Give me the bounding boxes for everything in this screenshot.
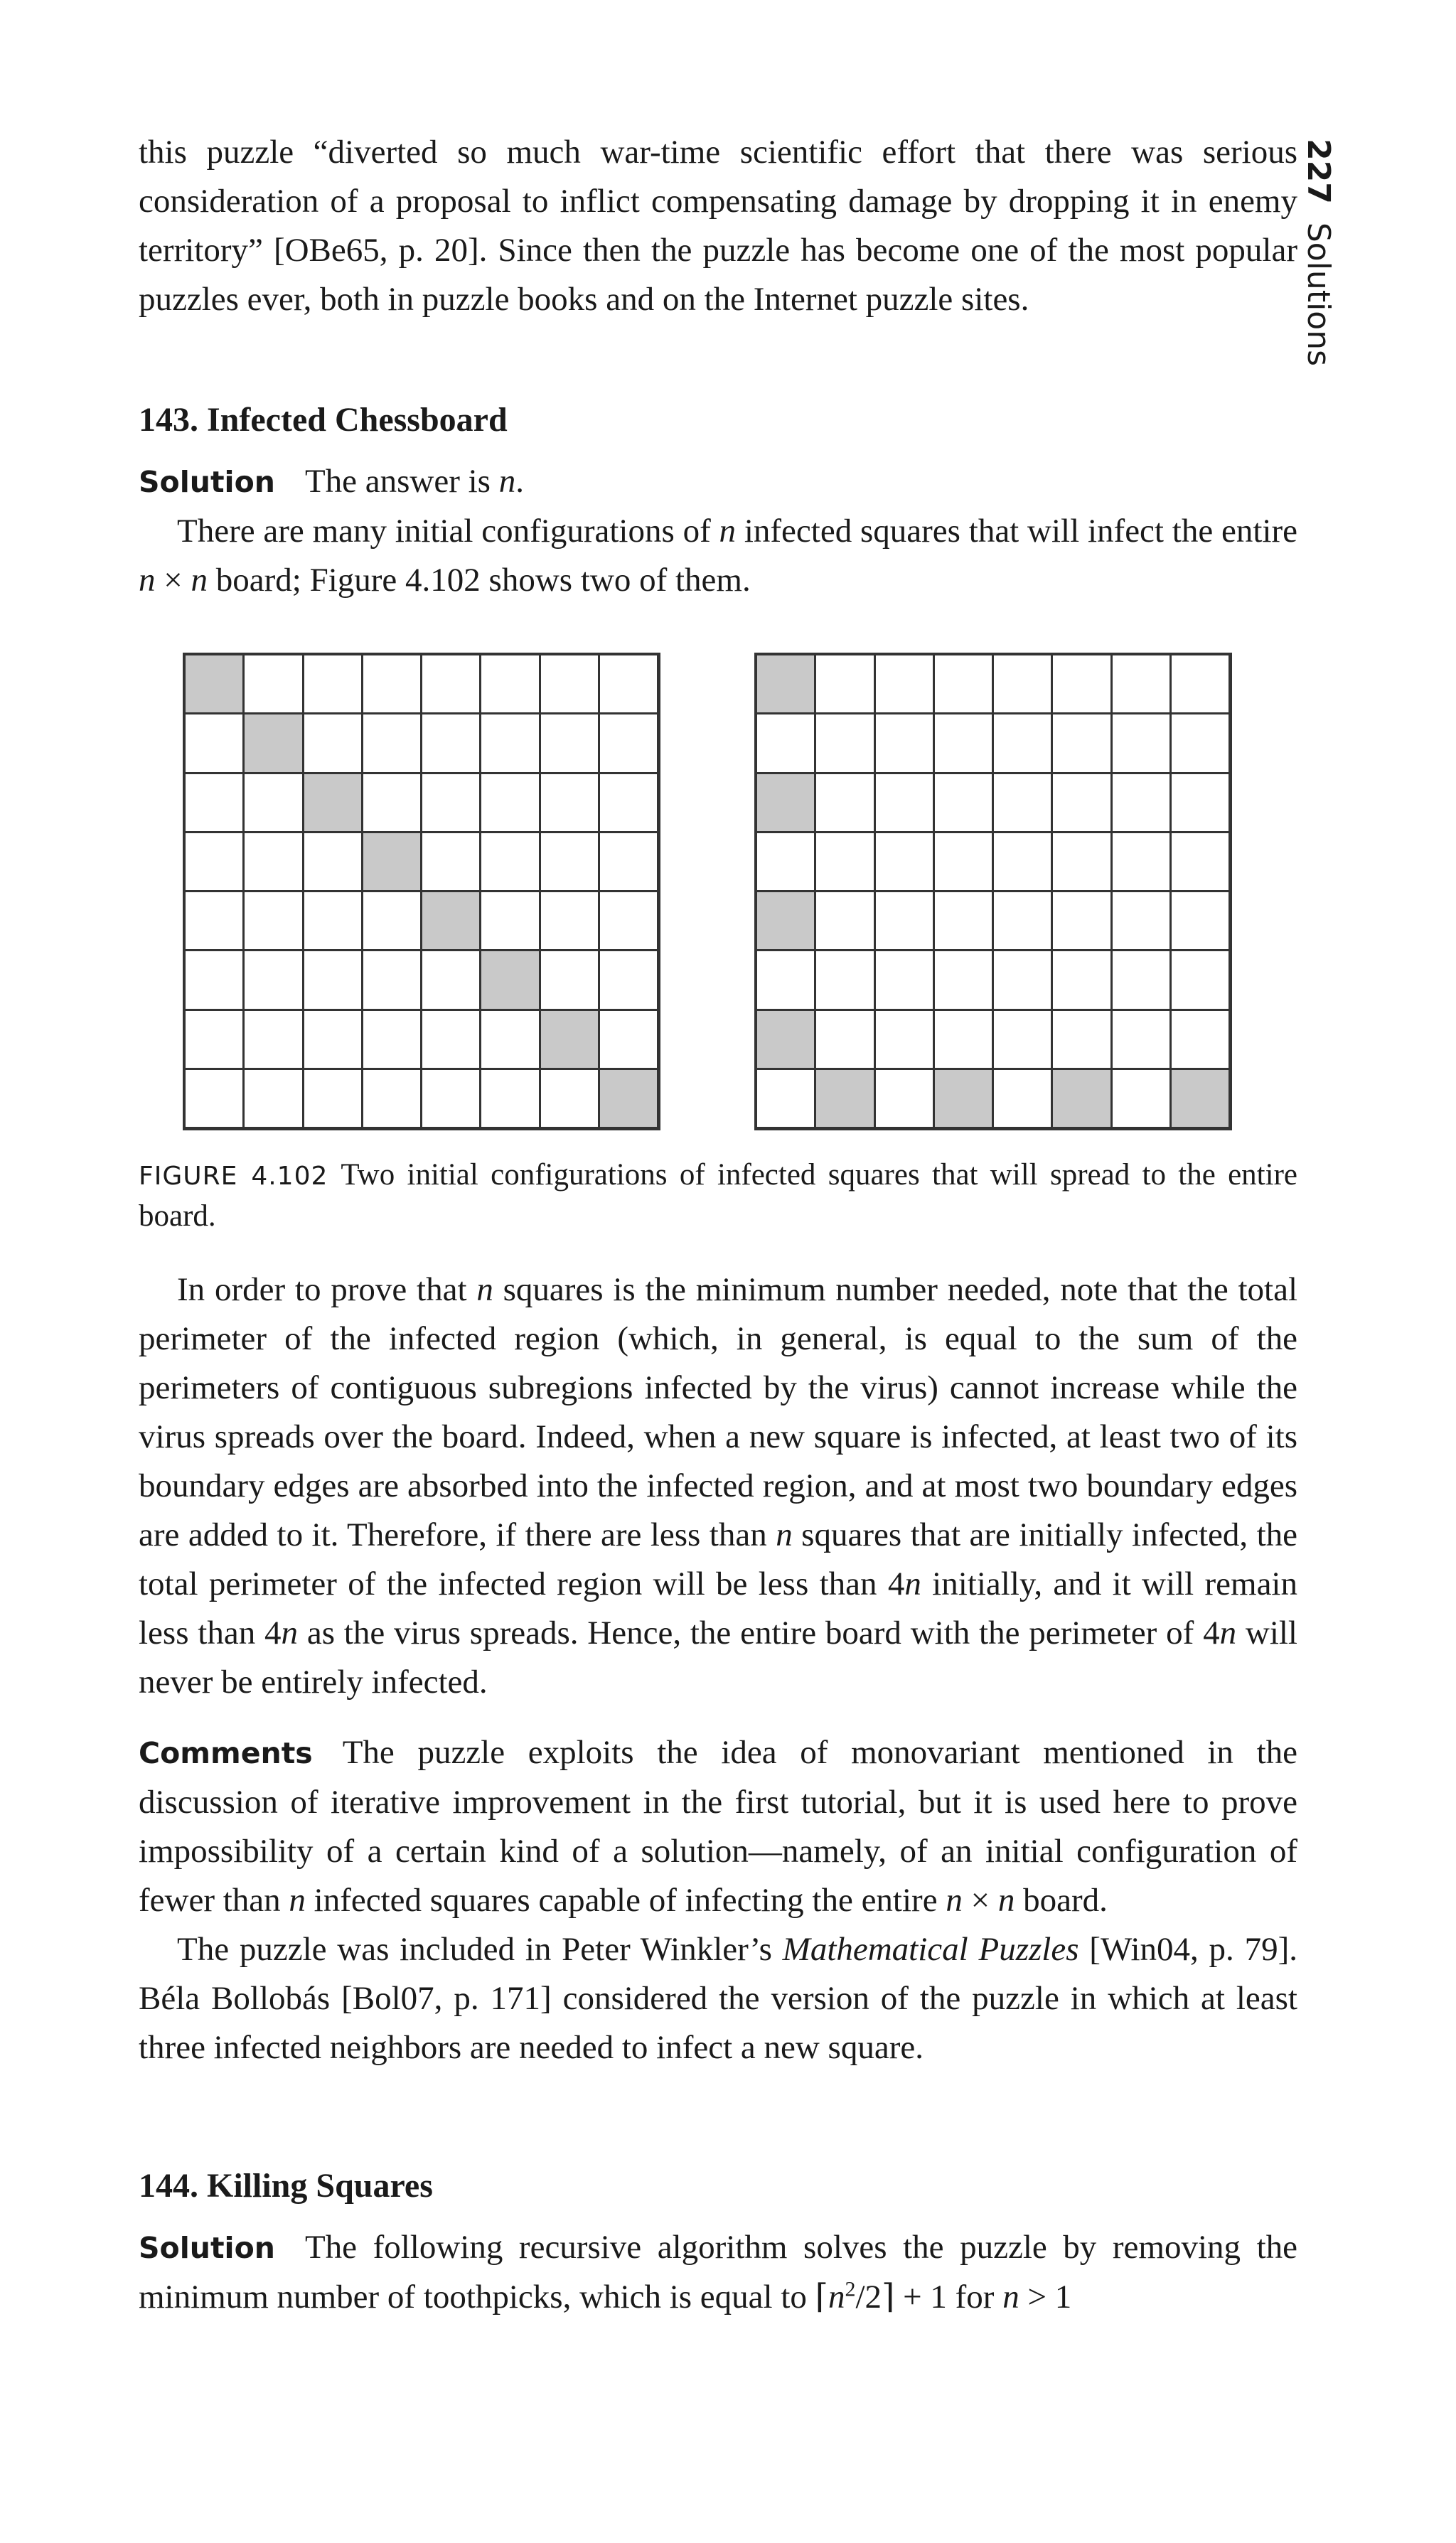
text-run: × — [155, 562, 191, 599]
board-square — [874, 1069, 934, 1128]
board-square — [540, 654, 599, 714]
board-square — [599, 773, 658, 833]
board-square — [815, 773, 874, 833]
board-square — [599, 654, 658, 714]
board-square — [815, 832, 874, 892]
board-right-edges — [754, 653, 1232, 1130]
board-square — [362, 713, 422, 773]
board-square — [362, 1069, 422, 1128]
text-run: [Win04, p. 79]. Béla Bollobás [Bol07, p. 171] considered the version of the puzzle in which at least three infected neighbors are needed to infect a new square. — [139, 1931, 1297, 2066]
board-square — [480, 832, 540, 892]
text-run: The puzzle was included in Peter Winkler’s — [177, 1931, 783, 1968]
math-var: n — [139, 562, 156, 599]
text-run: infected squares that will infect the entire — [736, 513, 1297, 550]
infected-square — [756, 654, 815, 714]
board-square — [933, 773, 993, 833]
board-square — [362, 773, 422, 833]
comments-paragraph — [139, 1728, 1297, 1925]
board-square — [874, 773, 934, 833]
board-square — [933, 950, 993, 1010]
board-square — [243, 950, 303, 1010]
board-left-diagonal — [183, 653, 660, 1130]
math-var: n — [289, 1882, 306, 1919]
section-143 — [139, 395, 1297, 605]
page-number: 227 — [1300, 139, 1337, 204]
solution-label: Solution — [139, 2231, 275, 2265]
board-square — [480, 1010, 540, 1069]
board-square — [540, 950, 599, 1010]
board-square — [184, 832, 244, 892]
board-square — [480, 654, 540, 714]
board-square — [933, 654, 993, 714]
board-square — [184, 1010, 244, 1069]
book-title: Mathematical Puzzles — [782, 1931, 1079, 1968]
board-square — [303, 654, 363, 714]
math-var: n — [946, 1882, 963, 1919]
superscript: 2 — [845, 2277, 856, 2301]
board-square — [243, 1069, 303, 1128]
board-square — [1170, 891, 1230, 951]
text-run: The answer is — [304, 463, 499, 500]
text-run: The following recursive algorithm solves the puzzle by removing the minimum number of toothpicks, which is equal to ⌈ — [139, 2229, 1297, 2316]
board-square — [992, 832, 1052, 892]
board-square — [1170, 654, 1230, 714]
board-square — [992, 713, 1052, 773]
math-var: n — [191, 562, 208, 599]
board-square — [540, 1069, 599, 1128]
configurations-paragraph — [139, 507, 1297, 605]
board-square — [1170, 950, 1230, 1010]
board-square — [992, 1010, 1052, 1069]
section-144-solution — [139, 2223, 1297, 2322]
infected-square — [421, 891, 481, 951]
section-144-heading: 144. Killing Squares — [139, 2167, 433, 2205]
board-square — [303, 832, 363, 892]
infected-square — [243, 713, 303, 773]
figure-caption-block — [139, 1155, 1297, 1236]
board-square — [1111, 713, 1171, 773]
infected-square — [1051, 1069, 1111, 1128]
board-square — [874, 713, 934, 773]
board-square — [599, 832, 658, 892]
infected-square — [815, 1069, 874, 1128]
board-square — [992, 1069, 1052, 1128]
board-square — [933, 891, 993, 951]
intro-paragraph: this puzzle “diverted so much war-time scientific effort that there was serious consideration of a proposal to inflict compensating damage by dropping it in enemy territory” [OBe65, p. 20]. Since then the puzzle has become one of the most popular puzzles ever, both in puzzle books and on the Internet puzzle sites. — [139, 134, 1297, 318]
board-square — [933, 832, 993, 892]
winkler-paragraph — [139, 1925, 1297, 2072]
infected-square — [480, 950, 540, 1010]
text-run: × — [962, 1882, 998, 1919]
board-square — [1111, 891, 1171, 951]
board-square — [1051, 1010, 1111, 1069]
board-square — [992, 950, 1052, 1010]
infected-square — [1170, 1069, 1230, 1128]
text-run: board; Figure 4.102 shows two of them. — [208, 562, 751, 599]
math-var: n — [904, 1565, 921, 1602]
text-run: /2⌉ + 1 for — [855, 2279, 1003, 2316]
proof-block — [139, 1265, 1297, 2072]
board-square — [480, 1069, 540, 1128]
board-square — [362, 950, 422, 1010]
board-square — [243, 891, 303, 951]
board-square — [362, 1010, 422, 1069]
board-square — [362, 891, 422, 951]
infected-square — [362, 832, 422, 892]
board-square — [874, 654, 934, 714]
text-run: . — [515, 463, 524, 500]
board-square — [303, 891, 363, 951]
board-square — [303, 950, 363, 1010]
board-square — [756, 950, 815, 1010]
math-var: n — [1002, 2279, 1019, 2316]
infected-square — [599, 1069, 658, 1128]
intro-paragraph-block — [139, 128, 1297, 324]
text-run: will never be entirely infected. — [139, 1615, 1297, 1701]
board-square — [992, 654, 1052, 714]
board-square — [184, 950, 244, 1010]
board-square — [599, 950, 658, 1010]
infected-square — [184, 654, 244, 714]
text-run: infected squares capable of infecting the entire — [305, 1882, 946, 1919]
board-square — [1111, 950, 1171, 1010]
board-square — [303, 713, 363, 773]
text-run: squares is the minimum number needed, note that the total perimeter of the infected region (which, in general, is equal to the sum of the perimeters of contiguous subregions infected by the virus) cannot increase while the virus spreads over the board. Indeed, when a new square is infected, at least two of its boundary edges are absorbed into the infected region, and at most two boundary edges are added to it. Therefore, if there are less than — [139, 1271, 1297, 1553]
text-run: > 1 — [1019, 2279, 1072, 2316]
section-title: Solutions — [1300, 222, 1337, 367]
solution-paragraph — [139, 457, 1297, 507]
board-square — [992, 773, 1052, 833]
running-head — [1300, 139, 1337, 366]
board-square — [1170, 1010, 1230, 1069]
math-var: n — [281, 1615, 299, 1651]
caption-text: Two initial configurations of infected squares that will spread to the entire board. — [139, 1158, 1297, 1233]
infected-square — [933, 1069, 993, 1128]
board-square — [874, 950, 934, 1010]
board-square — [1051, 654, 1111, 714]
board-square — [1111, 773, 1171, 833]
infected-square — [540, 1010, 599, 1069]
board-square — [874, 1010, 934, 1069]
board-square — [756, 1069, 815, 1128]
board-square — [599, 891, 658, 951]
text-run: There are many initial configurations of — [177, 513, 719, 550]
board-square — [303, 1069, 363, 1128]
board-square — [1051, 950, 1111, 1010]
board-square — [421, 832, 481, 892]
board-square — [1170, 773, 1230, 833]
board-square — [599, 713, 658, 773]
board-square — [540, 713, 599, 773]
board-square — [992, 891, 1052, 951]
math-var: n — [997, 1882, 1015, 1919]
board-square — [1051, 891, 1111, 951]
board-square — [421, 1010, 481, 1069]
board-square — [243, 773, 303, 833]
board-square — [933, 713, 993, 773]
board-square — [815, 654, 874, 714]
board-square — [815, 950, 874, 1010]
math-var: n — [828, 2279, 845, 2316]
infected-square — [756, 773, 815, 833]
board-square — [184, 891, 244, 951]
board-square — [480, 713, 540, 773]
solution-label: Solution — [139, 465, 275, 499]
board-square — [184, 1069, 244, 1128]
board-square — [421, 654, 481, 714]
text-run: The puzzle exploits the idea of monovariant mentioned in the discussion of iterative improvement in the first tutorial, but it is used here to prove impossibility of a certain kind of a solution—namely, of an initial configuration of fewer than — [139, 1734, 1297, 1919]
text-run: board. — [1015, 1882, 1108, 1919]
board-square — [421, 1069, 481, 1128]
board-square — [362, 654, 422, 714]
infected-square — [303, 773, 363, 833]
board-square — [184, 773, 244, 833]
board-square — [815, 1010, 874, 1069]
board-square — [1051, 773, 1111, 833]
board-square — [874, 832, 934, 892]
board-square — [243, 832, 303, 892]
board-square — [815, 713, 874, 773]
board-square — [599, 1010, 658, 1069]
math-var: n — [1219, 1615, 1237, 1651]
board-square — [1170, 713, 1230, 773]
board-square — [874, 891, 934, 951]
infected-square — [756, 1010, 815, 1069]
figure-label: FIGURE 4.102 — [139, 1162, 328, 1191]
proof-paragraph — [139, 1265, 1297, 1707]
board-square — [303, 1010, 363, 1069]
figure-caption — [139, 1155, 1297, 1236]
board-square — [1170, 832, 1230, 892]
section-143-heading: 143. Infected Chessboard — [139, 401, 508, 439]
board-square — [540, 832, 599, 892]
board-square — [756, 832, 815, 892]
board-square — [1051, 713, 1111, 773]
board-square — [421, 713, 481, 773]
text-run: as the virus spreads. Hence, the entire board with the perimeter of 4 — [298, 1615, 1220, 1651]
text-run: squares that are initially infected, the total perimeter of the infected region will be less than 4 — [139, 1516, 1297, 1602]
math-var: n — [719, 513, 737, 550]
math-var: n — [776, 1516, 793, 1553]
board-square — [756, 713, 815, 773]
board-square — [1111, 832, 1171, 892]
board-square — [243, 654, 303, 714]
board-square — [1051, 832, 1111, 892]
infected-square — [756, 891, 815, 951]
board-square — [540, 891, 599, 951]
board-square — [480, 773, 540, 833]
board-square — [480, 891, 540, 951]
comments-label: Comments — [139, 1736, 313, 1770]
board-square — [815, 891, 874, 951]
board-square — [933, 1010, 993, 1069]
text-run: In order to prove that — [177, 1271, 477, 1308]
math-var: n — [498, 463, 516, 500]
section-144 — [139, 2161, 1297, 2322]
board-square — [243, 1010, 303, 1069]
board-square — [421, 950, 481, 1010]
board-square — [421, 773, 481, 833]
board-square — [1111, 654, 1171, 714]
board-square — [540, 773, 599, 833]
board-square — [1111, 1069, 1171, 1128]
board-square — [184, 713, 244, 773]
math-var: n — [476, 1271, 493, 1308]
text-run: initially, and it will remain less than 4 — [139, 1565, 1297, 1651]
board-square — [1111, 1010, 1171, 1069]
